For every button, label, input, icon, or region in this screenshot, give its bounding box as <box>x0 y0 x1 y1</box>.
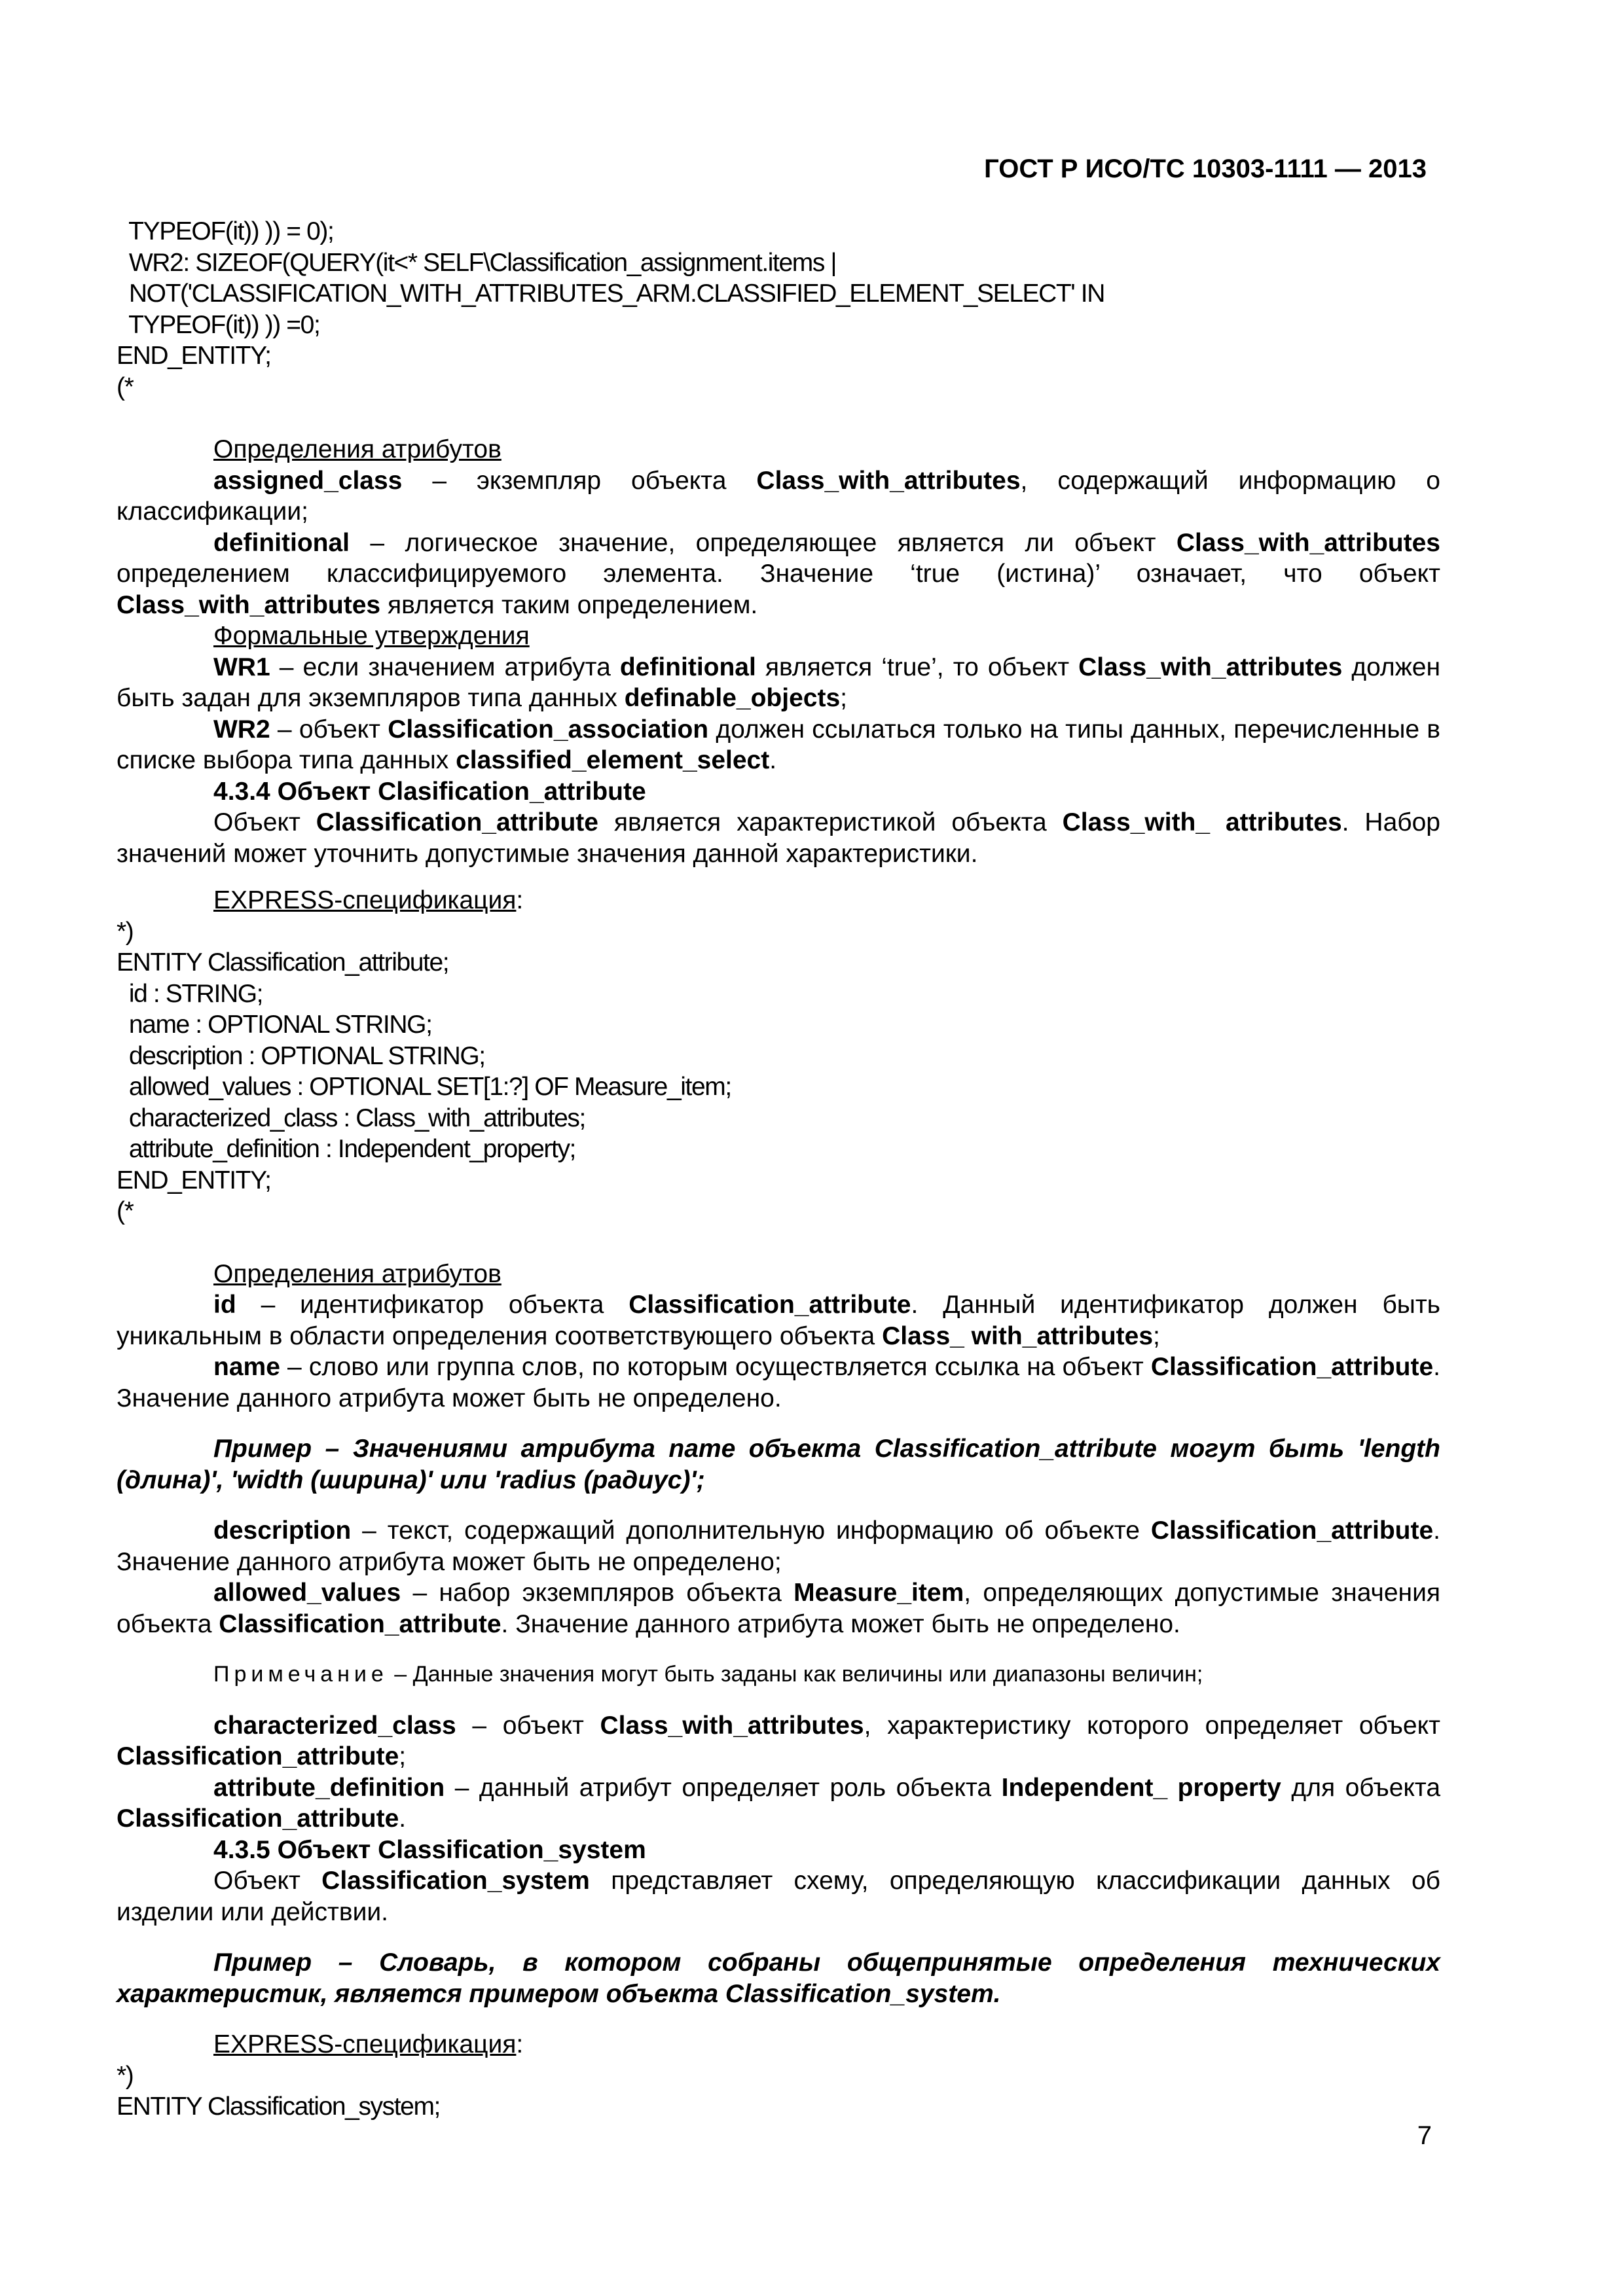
section-intro-4-3-4: Объект Classification_attribute является характеристикой объекта Class_with_ attributes. Набор значений может уточнить допустимые значения данной характеристики. <box>117 808 1440 868</box>
code-line: (* <box>117 372 134 401</box>
definition-characterized-class: characterized_class – объект Class_with_attributes, характеристику которого определяет объект Classification_attribute; <box>117 1711 1440 1770</box>
example-classification-system: Пример – Словарь, в котором собраны общепринятые определения технических характеристик, является примером объекта Classification_system. <box>117 1948 1440 2008</box>
rule-wr1: WR1 – если значением атрибута definitional является ‘true’, то объект Class_with_attributes должен быть задан для экземпляров типа данных definable_objects; <box>117 653 1441 712</box>
code-line: TYPEOF(it)) )) =0; <box>117 310 320 339</box>
code-line: ENTITY Classification_system; <box>117 2092 440 2121</box>
code-line: characterized_class : Class_with_attributes; <box>117 1103 585 1132</box>
code-line: END_ENTITY; <box>117 1166 271 1194</box>
definition-name: name – слово или группа слов, по которым осуществляется ссылка на объект Classification_attribute. Значение данного атрибута может быть не определено. <box>117 1353 1440 1412</box>
code-line: NOT('CLASSIFICATION_WITH_ATTRIBUTES_ARM.CLASSIFIED_ELEMENT_SELECT' IN <box>117 279 1104 308</box>
code-line: ENTITY Classification_attribute; <box>117 948 449 977</box>
section-heading-4-3-5: 4.3.5 Объект Classification_system <box>213 1835 646 1864</box>
code-line: *) <box>117 2061 134 2090</box>
code-line: WR2: SIZEOF(QUERY(it<* SELF\Classification_assignment.items | <box>117 248 837 277</box>
example-name: Пример – Значениями атрибута name объекта Classification_attribute могут быть 'length (длина)', 'width (ширина)' или 'radius (радиус)'; <box>117 1435 1440 1494</box>
section-intro-4-3-5: Объект Classification_system представляет схему, определяющую классификации данных об изделии или действии. <box>117 1867 1440 1926</box>
note: Примечание – Данные значения могут быть заданы как величины или диапазоны величин; <box>213 1662 1203 1687</box>
definition-id: id – идентификатор объекта Classification_attribute. Данный идентификатор должен быть уникальным в области определения соответствующего объекта Class_ with_attributes; <box>117 1291 1441 1350</box>
formal-propositions-heading: Формальные утверждения <box>213 622 530 650</box>
code-line: *) <box>117 917 134 946</box>
definition-description: description – текст, содержащий дополнительную информацию об объекте Classification_attribute. Значение данного атрибута может быть не определено; <box>117 1516 1440 1576</box>
express-spec-label: EXPRESS-спецификация: <box>213 886 524 914</box>
code-line: id : STRING; <box>117 979 263 1008</box>
attribute-definitions-heading: Определения атрибутов <box>213 435 501 463</box>
code-line: description : OPTIONAL STRING; <box>117 1041 485 1070</box>
page-content <box>117 216 1440 2123</box>
definition-assigned-class: assigned_class – экземпляр объекта Class_with_attributes, содержащий информацию о классификации; <box>117 466 1440 526</box>
attribute-definitions-heading: Определения атрибутов <box>213 1259 501 1288</box>
express-spec-label: EXPRESS-спецификация: <box>213 2030 524 2058</box>
definition-attribute-definition: attribute_definition – данный атрибут определяет роль объекта Independent_ property для объекта Classification_attribute. <box>117 1773 1441 1833</box>
code-line: (* <box>117 1197 134 1225</box>
code-block-classification-system <box>117 2060 1440 2123</box>
page-number: 7 <box>1417 2121 1432 2150</box>
code-line: TYPEOF(it)) )) = 0); <box>117 217 334 245</box>
rule-wr2: WR2 – объект Classification_association должен ссылаться только на типы данных, перечисленные в списке выбора типа данных classified_element_select. <box>117 715 1440 774</box>
code-block-classification-attribute <box>117 916 1440 1227</box>
document-header: ГОСТ Р ИСО/ТС 10303-1111 — 2013 <box>984 154 1427 183</box>
code-line: name : OPTIONAL STRING; <box>117 1011 432 1039</box>
definition-allowed-values: allowed_values – набор экземпляров объекта Measure_item, определяющих допустимые значения объекта Classification_attribute. Значение данного атрибута может быть не определено. <box>117 1579 1440 1638</box>
definition-definitional: definitional – логическое значение, определяющее является ли объект Class_with_attributes определением классифицируемого элемента. Значение ‘true (истина)’ означает, что объект Class_with_attributes является таким определением. <box>117 528 1440 619</box>
code-line: END_ENTITY; <box>117 342 271 370</box>
code-block-top <box>117 216 1440 403</box>
code-line: allowed_values : OPTIONAL SET[1:?] OF Measure_item; <box>117 1073 731 1101</box>
code-line: attribute_definition : Independent_property; <box>117 1135 575 1163</box>
section-heading-4-3-4: 4.3.4 Объект Clasification_attribute <box>213 777 646 806</box>
